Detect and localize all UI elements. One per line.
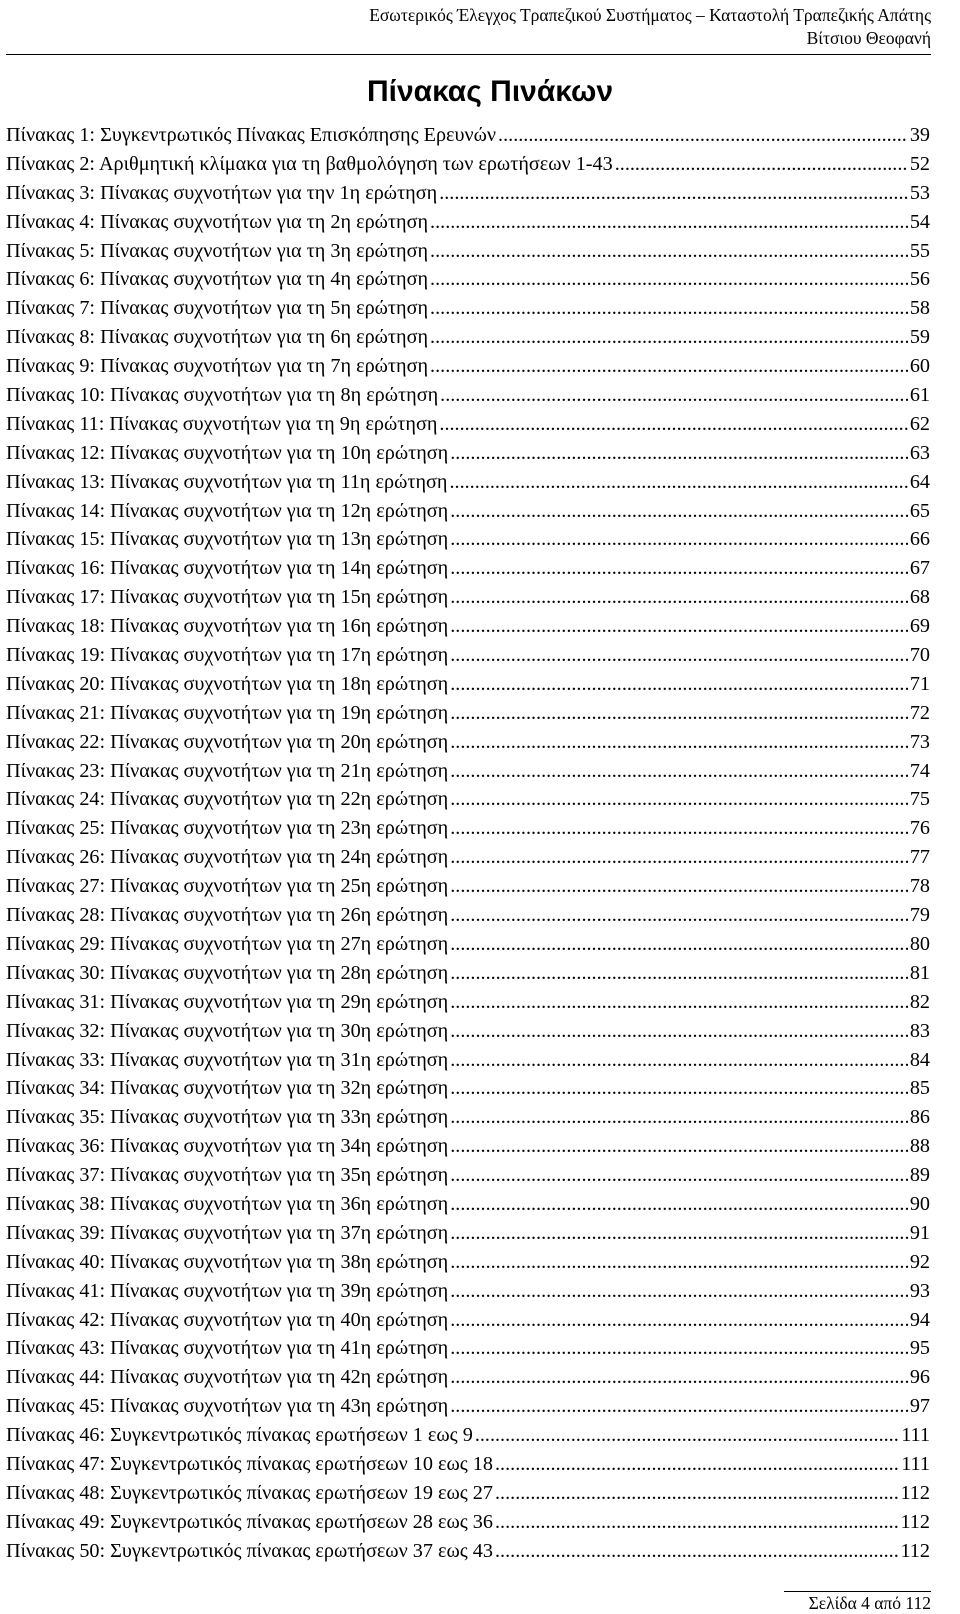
toc-entry[interactable] xyxy=(6,1103,930,1132)
toc-entry[interactable] xyxy=(6,1046,930,1075)
toc-entry-page-number: 76 xyxy=(909,817,930,840)
toc-dot-leader xyxy=(495,1450,899,1479)
toc-entry[interactable] xyxy=(6,468,930,497)
toc-entry[interactable] xyxy=(6,930,930,959)
toc-entry-label: Πίνακας 31: Πίνακας συχνοτήτων για τη 29η ερώτηση xyxy=(6,990,449,1013)
header-divider xyxy=(6,54,931,55)
toc-entry-label: Πίνακας 35: Πίνακας συχνοτήτων για τη 33η ερώτηση xyxy=(6,1106,449,1129)
toc-entry-page-number: 68 xyxy=(909,586,930,609)
toc-entry-page-number: 54 xyxy=(909,210,930,233)
toc-entry-page-number: 63 xyxy=(909,441,930,464)
toc-entry[interactable] xyxy=(6,843,930,872)
toc-entry-label: Πίνακας 9: Πίνακας συχνοτήτων για τη 7η ερώτηση xyxy=(6,355,429,378)
toc-entry-page-number: 85 xyxy=(909,1077,930,1100)
toc-entry-label: Πίνακας 12: Πίνακας συχνοτήτων για τη 10η ερώτηση xyxy=(6,441,449,464)
toc-entry-page-number: 65 xyxy=(909,499,930,522)
toc-entry[interactable] xyxy=(6,1479,930,1508)
toc-dot-leader xyxy=(450,525,908,554)
toc-entry[interactable] xyxy=(6,554,930,583)
toc-dot-leader xyxy=(450,1277,908,1306)
toc-entry[interactable] xyxy=(6,1219,930,1248)
toc-entry[interactable] xyxy=(6,179,930,208)
toc-entry[interactable] xyxy=(6,670,930,699)
toc-dot-leader xyxy=(450,757,908,786)
toc-dot-leader xyxy=(450,439,908,468)
toc-entry-label: Πίνακας 16: Πίνακας συχνοτήτων για τη 14η ερώτηση xyxy=(6,557,449,580)
toc-dot-leader xyxy=(450,872,908,901)
toc-entry[interactable] xyxy=(6,757,930,786)
toc-dot-leader xyxy=(430,323,908,352)
toc-entry[interactable] xyxy=(6,265,930,294)
toc-entry[interactable] xyxy=(6,901,930,930)
toc-entry-label: Πίνακας 38: Πίνακας συχνοτήτων για τη 36η ερώτηση xyxy=(6,1192,449,1215)
toc-entry[interactable] xyxy=(6,410,930,439)
toc-dot-leader xyxy=(450,1103,908,1132)
toc-dot-leader xyxy=(430,208,908,237)
toc-entry-label: Πίνακας 37: Πίνακας συχνοτήτων για τη 35η ερώτηση xyxy=(6,1164,449,1187)
toc-entry-page-number: 67 xyxy=(909,557,930,580)
toc-entry[interactable] xyxy=(6,728,930,757)
toc-dot-leader xyxy=(449,468,907,497)
toc-dot-leader xyxy=(450,1190,908,1219)
toc-dot-leader xyxy=(450,1248,908,1277)
toc-dot-leader xyxy=(615,150,908,179)
toc-entry-page-number: 81 xyxy=(909,961,930,984)
toc-entry[interactable] xyxy=(6,1508,930,1537)
toc-entry-label: Πίνακας 36: Πίνακας συχνοτήτων για τη 34η ερώτηση xyxy=(6,1135,449,1158)
toc-entry-label: Πίνακας 30: Πίνακας συχνοτήτων για τη 28η ερώτηση xyxy=(6,961,449,984)
toc-entry-page-number: 82 xyxy=(909,990,930,1013)
toc-dot-leader xyxy=(450,497,908,526)
toc-entry-page-number: 70 xyxy=(909,644,930,667)
toc-entry-page-number: 111 xyxy=(901,1452,930,1475)
toc-entry[interactable] xyxy=(6,1132,930,1161)
toc-dot-leader xyxy=(450,1161,908,1190)
toc-entry-page-number: 112 xyxy=(900,1510,930,1533)
toc-entry-page-number: 93 xyxy=(909,1279,930,1302)
toc-dot-leader xyxy=(450,728,908,757)
toc-entry[interactable] xyxy=(6,583,930,612)
toc-dot-leader xyxy=(450,583,908,612)
toc-entry[interactable] xyxy=(6,1017,930,1046)
toc-entry-label: Πίνακας 49: Συγκεντρωτικός πίνακας ερωτήσεων 28 εως 36 xyxy=(6,1510,493,1533)
toc-entry-page-number: 88 xyxy=(909,1135,930,1158)
toc-entry-label: Πίνακας 32: Πίνακας συχνοτήτων για τη 30η ερώτηση xyxy=(6,1019,449,1042)
toc-entry-page-number: 83 xyxy=(909,1019,930,1042)
toc-dot-leader xyxy=(450,1334,908,1363)
toc-entry-page-number: 55 xyxy=(909,239,930,262)
toc-dot-leader xyxy=(450,1074,908,1103)
toc-entry-label: Πίνακας 42: Πίνακας συχνοτήτων για τη 40η ερώτηση xyxy=(6,1308,449,1331)
toc-entry-page-number: 94 xyxy=(909,1308,930,1331)
toc-entry-page-number: 61 xyxy=(909,384,930,407)
toc-entry-label: Πίνακας 11: Πίνακας συχνοτήτων για τη 9η ερώτηση xyxy=(6,412,438,435)
toc-entry-label: Πίνακας 34: Πίνακας συχνοτήτων για τη 32η ερώτηση xyxy=(6,1077,449,1100)
toc-entry-page-number: 73 xyxy=(909,730,930,753)
toc-dot-leader xyxy=(450,641,908,670)
toc-entry-label: Πίνακας 5: Πίνακας συχνοτήτων για τη 3η ερώτηση xyxy=(6,239,429,262)
toc-entry[interactable] xyxy=(6,641,930,670)
page-number-footer: Σελίδα 4 από 112 xyxy=(808,1593,931,1613)
toc-entry[interactable] xyxy=(6,323,930,352)
toc-dot-leader xyxy=(430,237,908,266)
toc-entry[interactable] xyxy=(6,1074,930,1103)
toc-entry-page-number: 79 xyxy=(909,904,930,927)
toc-entry-page-number: 74 xyxy=(909,759,930,782)
toc-entry-page-number: 56 xyxy=(909,268,930,291)
toc-entry-page-number: 91 xyxy=(909,1221,930,1244)
toc-entry-label: Πίνακας 15: Πίνακας συχνοτήτων για τη 13η ερώτηση xyxy=(6,528,449,551)
toc-dot-leader xyxy=(439,410,907,439)
toc-dot-leader xyxy=(450,930,908,959)
toc-entry[interactable] xyxy=(6,1450,930,1479)
toc-entry[interactable] xyxy=(6,121,930,150)
toc-entry-page-number: 89 xyxy=(909,1164,930,1187)
toc-dot-leader xyxy=(450,814,908,843)
toc-entry-page-number: 53 xyxy=(909,181,930,204)
toc-entry-page-number: 75 xyxy=(909,788,930,811)
toc-dot-leader xyxy=(450,1017,908,1046)
toc-dot-leader xyxy=(495,1537,898,1566)
toc-entry[interactable] xyxy=(6,1161,930,1190)
toc-entry[interactable] xyxy=(6,988,930,1017)
toc-entry-label: Πίνακας 8: Πίνακας συχνοτήτων για τη 6η ερώτηση xyxy=(6,326,429,349)
toc-dot-leader xyxy=(430,294,908,323)
toc-entry-label: Πίνακας 7: Πίνακας συχνοτήτων για τη 5η ερώτηση xyxy=(6,297,429,320)
toc-entry-label: Πίνακας 19: Πίνακας συχνοτήτων για τη 17η ερώτηση xyxy=(6,644,449,667)
toc-entry-page-number: 84 xyxy=(909,1048,930,1071)
toc-entry-page-number: 72 xyxy=(909,701,930,724)
toc-entry-page-number: 112 xyxy=(900,1539,930,1562)
toc-entry-page-number: 71 xyxy=(909,672,930,695)
toc-entry-page-number: 52 xyxy=(909,152,930,175)
toc-entry-page-number: 97 xyxy=(909,1395,930,1418)
toc-dot-leader xyxy=(430,265,908,294)
toc-dot-leader xyxy=(450,612,908,641)
toc-entry[interactable] xyxy=(6,959,930,988)
toc-entry[interactable] xyxy=(6,1537,930,1566)
toc-entry-label: Πίνακας 33: Πίνακας συχνοτήτων για τη 31η ερώτηση xyxy=(6,1048,449,1071)
toc-entry-label: Πίνακας 21: Πίνακας συχνοτήτων για τη 19η ερώτηση xyxy=(6,701,449,724)
header-author: Βίτσιου Θεοφανή xyxy=(806,28,931,48)
toc-entry[interactable] xyxy=(6,352,930,381)
toc-dot-leader xyxy=(440,381,908,410)
toc-entry-label: Πίνακας 2: Αριθμητική κλίμακα για τη βαθμολόγηση των ερωτήσεων 1-43 xyxy=(6,152,613,175)
table-of-tables xyxy=(6,121,930,1566)
toc-entry[interactable] xyxy=(6,294,930,323)
toc-entry-label: Πίνακας 26: Πίνακας συχνοτήτων για τη 24η ερώτηση xyxy=(6,846,449,869)
toc-dot-leader xyxy=(450,988,908,1017)
toc-dot-leader xyxy=(450,1219,908,1248)
toc-entry-page-number: 86 xyxy=(909,1106,930,1129)
toc-entry-label: Πίνακας 1: Συγκεντρωτικός Πίνακας Επισκόπησης Ερευνών xyxy=(6,124,497,146)
toc-entry-label: Πίνακας 13: Πίνακας συχνοτήτων για τη 11η ερώτηση xyxy=(6,470,448,493)
toc-dot-leader xyxy=(439,179,908,208)
toc-entry-page-number: 59 xyxy=(909,326,930,349)
toc-entry[interactable] xyxy=(6,1334,930,1363)
toc-dot-leader xyxy=(495,1508,898,1537)
toc-dot-leader xyxy=(450,670,908,699)
toc-entry-page-number: 64 xyxy=(909,470,930,493)
toc-entry-page-number: 77 xyxy=(909,846,930,869)
toc-entry[interactable] xyxy=(6,1363,930,1392)
toc-entry-page-number: 69 xyxy=(909,615,930,638)
toc-dot-leader xyxy=(450,1306,908,1335)
toc-entry[interactable] xyxy=(6,1421,930,1450)
toc-entry-label: Πίνακας 10: Πίνακας συχνοτήτων για τη 8η ερώτηση xyxy=(6,384,439,407)
toc-dot-leader xyxy=(450,901,908,930)
toc-entry-page-number: 90 xyxy=(909,1192,930,1215)
toc-entry-label: Πίνακας 14: Πίνακας συχνοτήτων για τη 12η ερώτηση xyxy=(6,499,449,522)
header-document-title: Εσωτερικός Έλεγχος Τραπεζικού Συστήματος – Καταστολή Τραπεζικής Απάτης xyxy=(369,5,931,25)
toc-entry-label: Πίνακας 17: Πίνακας συχνοτήτων για τη 15η ερώτηση xyxy=(6,586,449,609)
toc-dot-leader xyxy=(450,1363,908,1392)
toc-entry-label: Πίνακας 39: Πίνακας συχνοτήτων για τη 37η ερώτηση xyxy=(6,1221,449,1244)
toc-entry-label: Πίνακας 48: Συγκεντρωτικός πίνακας ερωτήσεων 19 εως 27 xyxy=(6,1481,493,1504)
toc-entry-page-number: 111 xyxy=(901,1424,930,1447)
toc-entry-label: Πίνακας 50: Συγκεντρωτικός πίνακας ερωτήσεων 37 εως 43 xyxy=(6,1539,493,1562)
page-title: Πίνακας Πινάκων xyxy=(366,75,614,108)
toc-dot-leader xyxy=(450,1046,908,1075)
toc-dot-leader xyxy=(450,699,908,728)
toc-entry[interactable] xyxy=(6,381,930,410)
toc-entry-label: Πίνακας 24: Πίνακας συχνοτήτων για τη 22η ερώτηση xyxy=(6,788,449,811)
toc-entry-label: Πίνακας 41: Πίνακας συχνοτήτων για τη 39η ερώτηση xyxy=(6,1279,449,1302)
toc-entry-label: Πίνακας 18: Πίνακας συχνοτήτων για τη 16η ερώτηση xyxy=(6,615,449,638)
toc-entry-page-number: 39 xyxy=(909,124,930,146)
toc-dot-leader xyxy=(450,843,908,872)
toc-dot-leader xyxy=(450,554,908,583)
toc-entry[interactable] xyxy=(6,439,930,468)
toc-entry-page-number: 80 xyxy=(909,932,930,955)
toc-entry-label: Πίνακας 3: Πίνακας συχνοτήτων για την 1η ερώτηση xyxy=(6,181,438,204)
toc-entry-label: Πίνακας 25: Πίνακας συχνοτήτων για τη 23η ερώτηση xyxy=(6,817,449,840)
toc-entry[interactable] xyxy=(6,1190,930,1219)
toc-entry[interactable] xyxy=(6,699,930,728)
toc-dot-leader xyxy=(495,1479,898,1508)
toc-entry-page-number: 60 xyxy=(909,355,930,378)
toc-entry-label: Πίνακας 40: Πίνακας συχνοτήτων για τη 38η ερώτηση xyxy=(6,1250,449,1273)
toc-entry-label: Πίνακας 20: Πίνακας συχνοτήτων για τη 18η ερώτηση xyxy=(6,672,449,695)
toc-entry[interactable] xyxy=(6,1277,930,1306)
toc-dot-leader xyxy=(498,121,908,150)
toc-entry-page-number: 62 xyxy=(909,412,930,435)
toc-dot-leader xyxy=(450,1132,908,1161)
toc-entry-page-number: 112 xyxy=(900,1481,930,1504)
toc-entry[interactable] xyxy=(6,525,930,554)
toc-entry-label: Πίνακας 27: Πίνακας συχνοτήτων για τη 25η ερώτηση xyxy=(6,875,449,898)
toc-entry-page-number: 95 xyxy=(909,1337,930,1360)
running-header xyxy=(369,4,931,50)
toc-entry-page-number: 58 xyxy=(909,297,930,320)
toc-entry[interactable] xyxy=(6,497,930,526)
toc-dot-leader xyxy=(450,785,908,814)
toc-entry[interactable] xyxy=(6,872,930,901)
toc-entry[interactable] xyxy=(6,612,930,641)
toc-entry[interactable] xyxy=(6,1392,930,1421)
toc-entry-page-number: 78 xyxy=(909,875,930,898)
toc-entry-page-number: 66 xyxy=(909,528,930,551)
toc-entry[interactable] xyxy=(6,1248,930,1277)
toc-entry-label: Πίνακας 46: Συγκεντρωτικός πίνακας ερωτήσεων 1 εως 9 xyxy=(6,1424,473,1447)
toc-entry-label: Πίνακας 23: Πίνακας συχνοτήτων για τη 21η ερώτηση xyxy=(6,759,449,782)
toc-dot-leader xyxy=(430,352,908,381)
toc-entry[interactable] xyxy=(6,814,930,843)
toc-entry-label: Πίνακας 47: Συγκεντρωτικός πίνακας ερωτήσεων 10 εως 18 xyxy=(6,1452,493,1475)
toc-entry-label: Πίνακας 43: Πίνακας συχνοτήτων για τη 41η ερώτηση xyxy=(6,1337,449,1360)
toc-entry[interactable] xyxy=(6,1306,930,1335)
toc-entry-page-number: 96 xyxy=(909,1366,930,1389)
toc-entry-label: Πίνακας 44: Πίνακας συχνοτήτων για τη 42η ερώτηση xyxy=(6,1366,449,1389)
toc-entry[interactable] xyxy=(6,208,930,237)
toc-entry-label: Πίνακας 4: Πίνακας συχνοτήτων για τη 2η ερώτηση xyxy=(6,210,429,233)
toc-entry-label: Πίνακας 29: Πίνακας συχνοτήτων για τη 27η ερώτηση xyxy=(6,932,449,955)
toc-entry[interactable] xyxy=(6,785,930,814)
toc-entry-label: Πίνακας 45: Πίνακας συχνοτήτων για τη 43η ερώτηση xyxy=(6,1395,449,1418)
toc-entry[interactable] xyxy=(6,237,930,266)
toc-entry[interactable] xyxy=(6,150,930,179)
toc-dot-leader xyxy=(475,1421,899,1450)
toc-dot-leader xyxy=(450,959,908,988)
toc-entry-label: Πίνακας 6: Πίνακας συχνοτήτων για τη 4η ερώτηση xyxy=(6,268,429,291)
toc-entry-label: Πίνακας 22: Πίνακας συχνοτήτων για τη 20η ερώτηση xyxy=(6,730,449,753)
toc-dot-leader xyxy=(450,1392,908,1421)
toc-entry-label: Πίνακας 28: Πίνακας συχνοτήτων για τη 26η ερώτηση xyxy=(6,904,449,927)
toc-entry-page-number: 92 xyxy=(909,1250,930,1273)
